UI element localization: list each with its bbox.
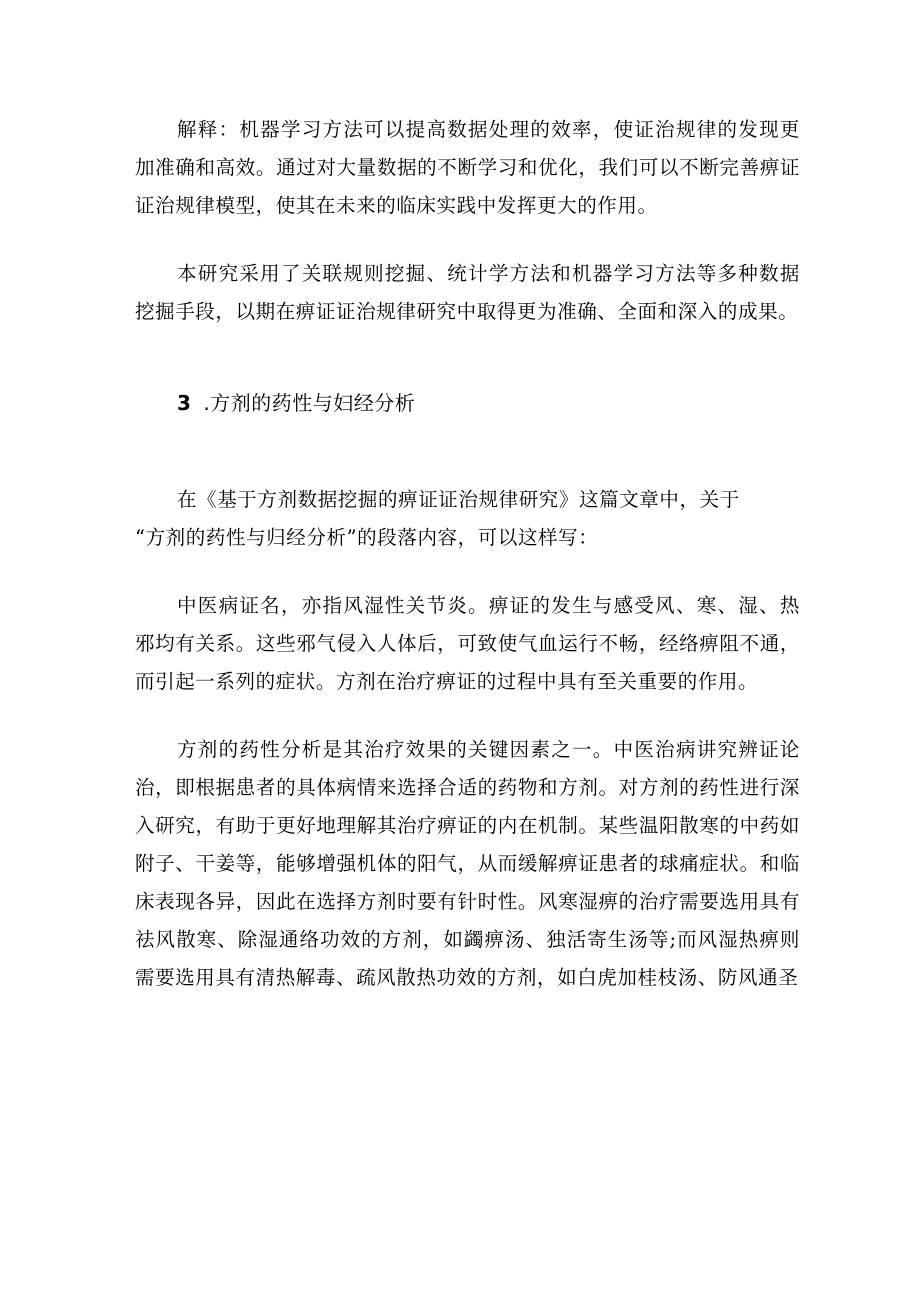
section-heading	[135, 383, 800, 423]
paragraph-ml-explanation: 解释：机器学习方法可以提高数据处理的效率，使证治规律的发现更加准确和高效。通过对大量数据的不断学习和优化，我们可以不断完善痹证证治规律模型，使其在未来的临床实践中发挥更大的作用。	[135, 118, 800, 217]
section-title: .方剂的药性与妇经分析	[203, 391, 416, 415]
section-number: 3	[177, 391, 192, 415]
paragraph-intro-line-1: 在《基于方剂数据挖掘的痹证证治规律研究》这篇文章中，关于	[177, 488, 740, 511]
paragraph-bi-syndrome: 中医病证名，亦指风湿性关节炎。痹证的发生与感受风、寒、湿、热邪均有关系。这些邪气侵入人体后，可致使气血运行不畅，经络痹阻不通，而引起一系列的症状。方剂在治疗痹证的过程中具有至关重要的作用。	[135, 594, 800, 693]
paragraph-intro-line-2: “方剂的药性与归经分析”的段落内容，可以这样写：	[135, 526, 599, 549]
paragraph-research-methods: 本研究采用了关联规则挖掘、统计学方法和机器学习方法等多种数据挖掘手段，以期在痹证证治规律研究中取得更为准确、全面和深入的成果。	[135, 262, 800, 323]
paragraph-herbal-property: 方剂的药性分析是其治疗效果的关键因素之一。中医治病讲究辨证论治，即根据患者的具体病情来选择合适的药物和方剂。对方剂的药性进行深入研究，有助于更好地理解其治疗痹证的内在机制。某些温阳散寒的中药如附子、干姜等，能够增强机体的阳气，从而缓解痹证患者的球痛症状。和临床表现各异，因此在选择方剂时要有针时性。风寒湿痹的治疗需要选用具有祛风散寒、除湿通络功效的方剂，如蠲痹汤、独活寄生汤等;而风湿热痹则需要选用具有清热解毒、疏风散热功效的方剂，如白虎加桂枝汤、防风通圣	[135, 738, 800, 989]
